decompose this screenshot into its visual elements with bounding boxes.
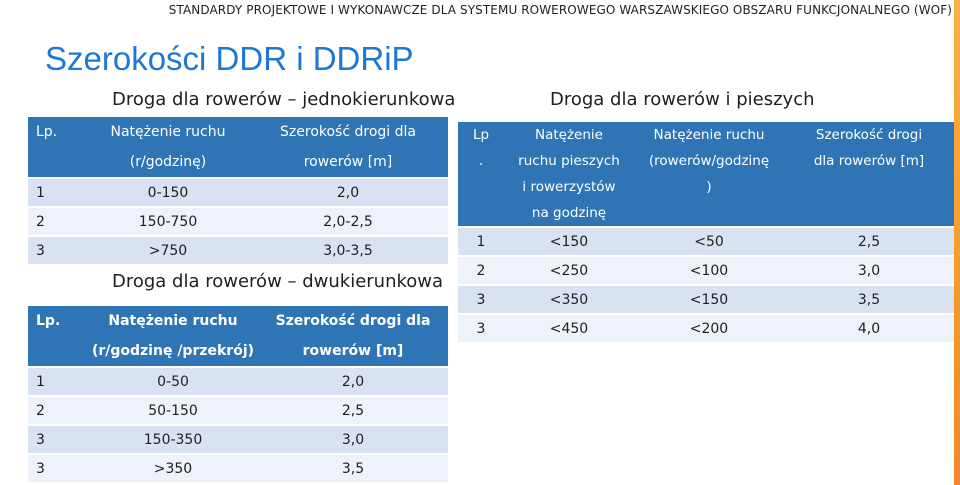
table-row — [28, 396, 448, 425]
cell-lp: 3 — [28, 454, 88, 482]
cell-width: 2,0-2,5 — [248, 207, 448, 236]
col-flow: Natężenie ruchu — [88, 117, 248, 147]
table-row — [28, 236, 448, 264]
cell-flow: 0-50 — [88, 367, 258, 396]
col-ped-4: na godzinę — [504, 200, 634, 227]
one-way-table — [28, 117, 448, 264]
cell-flow: >350 — [88, 454, 258, 482]
cell-ped: <350 — [504, 285, 634, 314]
cell-lp: 2 — [28, 207, 88, 236]
cell-ped: <150 — [504, 227, 634, 256]
cell-lp: 3 — [28, 425, 88, 454]
col-width-unit: rowerów [m] — [258, 336, 448, 367]
page-title: Szerokości DDR i DDRiP — [45, 40, 414, 77]
col-width-2: dla rowerów [m] — [784, 148, 954, 174]
cell-bike: <150 — [634, 285, 784, 314]
table-row — [28, 454, 448, 482]
cell-bike: <200 — [634, 314, 784, 342]
cell-width: 2,0 — [258, 367, 448, 396]
cell-bike: <50 — [634, 227, 784, 256]
one-way-heading: Droga dla rowerów – jednokierunkowa — [112, 89, 456, 110]
two-way-heading: Droga dla rowerów – dwukierunkowa — [112, 271, 444, 292]
cell-ped: <450 — [504, 314, 634, 342]
cell-lp: 3 — [28, 236, 88, 264]
cell-bike: <100 — [634, 256, 784, 285]
table-row — [28, 178, 448, 207]
table-row — [28, 425, 448, 454]
col-ped: Natężenie — [504, 122, 634, 148]
table-row — [28, 367, 448, 396]
cell-width: 3,0 — [258, 425, 448, 454]
table-row — [458, 256, 954, 285]
shared-heading: Droga dla rowerów i pieszych — [550, 89, 815, 110]
table-row — [458, 285, 954, 314]
cell-width: 2,5 — [258, 396, 448, 425]
col-flow: Natężenie ruchu — [88, 306, 258, 336]
accent-bar — [954, 0, 960, 485]
col-lp: Lp. — [28, 117, 88, 147]
cell-width: 2,0 — [248, 178, 448, 207]
cell-lp: 1 — [28, 178, 88, 207]
col-ped-3: i rowerzystów — [504, 174, 634, 200]
cell-width: 3,0 — [784, 256, 954, 285]
cell-width: 3,5 — [258, 454, 448, 482]
cell-width: 2,5 — [784, 227, 954, 256]
shared-table — [458, 122, 954, 342]
cell-ped: <250 — [504, 256, 634, 285]
cell-flow: 50-150 — [88, 396, 258, 425]
cell-width: 3,0-3,5 — [248, 236, 448, 264]
cell-lp: 3 — [458, 314, 504, 342]
cell-lp: 3 — [458, 285, 504, 314]
cell-flow: 150-350 — [88, 425, 258, 454]
col-ped-2: ruchu pieszych — [504, 148, 634, 174]
col-flow-unit: (r/godzinę) — [88, 147, 248, 178]
col-width-unit: rowerów [m] — [248, 147, 448, 178]
col-lp: Lp — [458, 122, 504, 148]
col-bike-2: (rowerów/godzinę — [634, 148, 784, 174]
col-bike-3: ) — [634, 174, 784, 200]
cell-lp: 1 — [458, 227, 504, 256]
cell-flow: 150-750 — [88, 207, 248, 236]
two-way-table — [28, 306, 448, 482]
col-width: Szerokość drogi dla — [258, 306, 448, 336]
cell-flow: 0-150 — [88, 178, 248, 207]
col-flow-unit: (r/godzinę /przekrój) — [88, 336, 258, 367]
cell-lp: 2 — [458, 256, 504, 285]
col-width: Szerokość drogi — [784, 122, 954, 148]
cell-flow: >750 — [88, 236, 248, 264]
cell-lp: 2 — [28, 396, 88, 425]
cell-lp: 1 — [28, 367, 88, 396]
cell-width: 3,5 — [784, 285, 954, 314]
table-row — [28, 207, 448, 236]
cell-width: 4,0 — [784, 314, 954, 342]
table-row — [458, 314, 954, 342]
col-lp-dot: . — [458, 148, 504, 174]
col-bike: Natężenie ruchu — [634, 122, 784, 148]
table-row — [458, 227, 954, 256]
col-lp: Lp. — [28, 306, 88, 336]
col-width: Szerokość drogi dla — [248, 117, 448, 147]
document-header: STANDARDY PROJEKTOWE I WYKONAWCZE DLA SYSTEMU ROWEROWEGO WARSZAWSKIEGO OBSZARU FUNKCJONALNEGO (WOF) — [168, 3, 952, 17]
